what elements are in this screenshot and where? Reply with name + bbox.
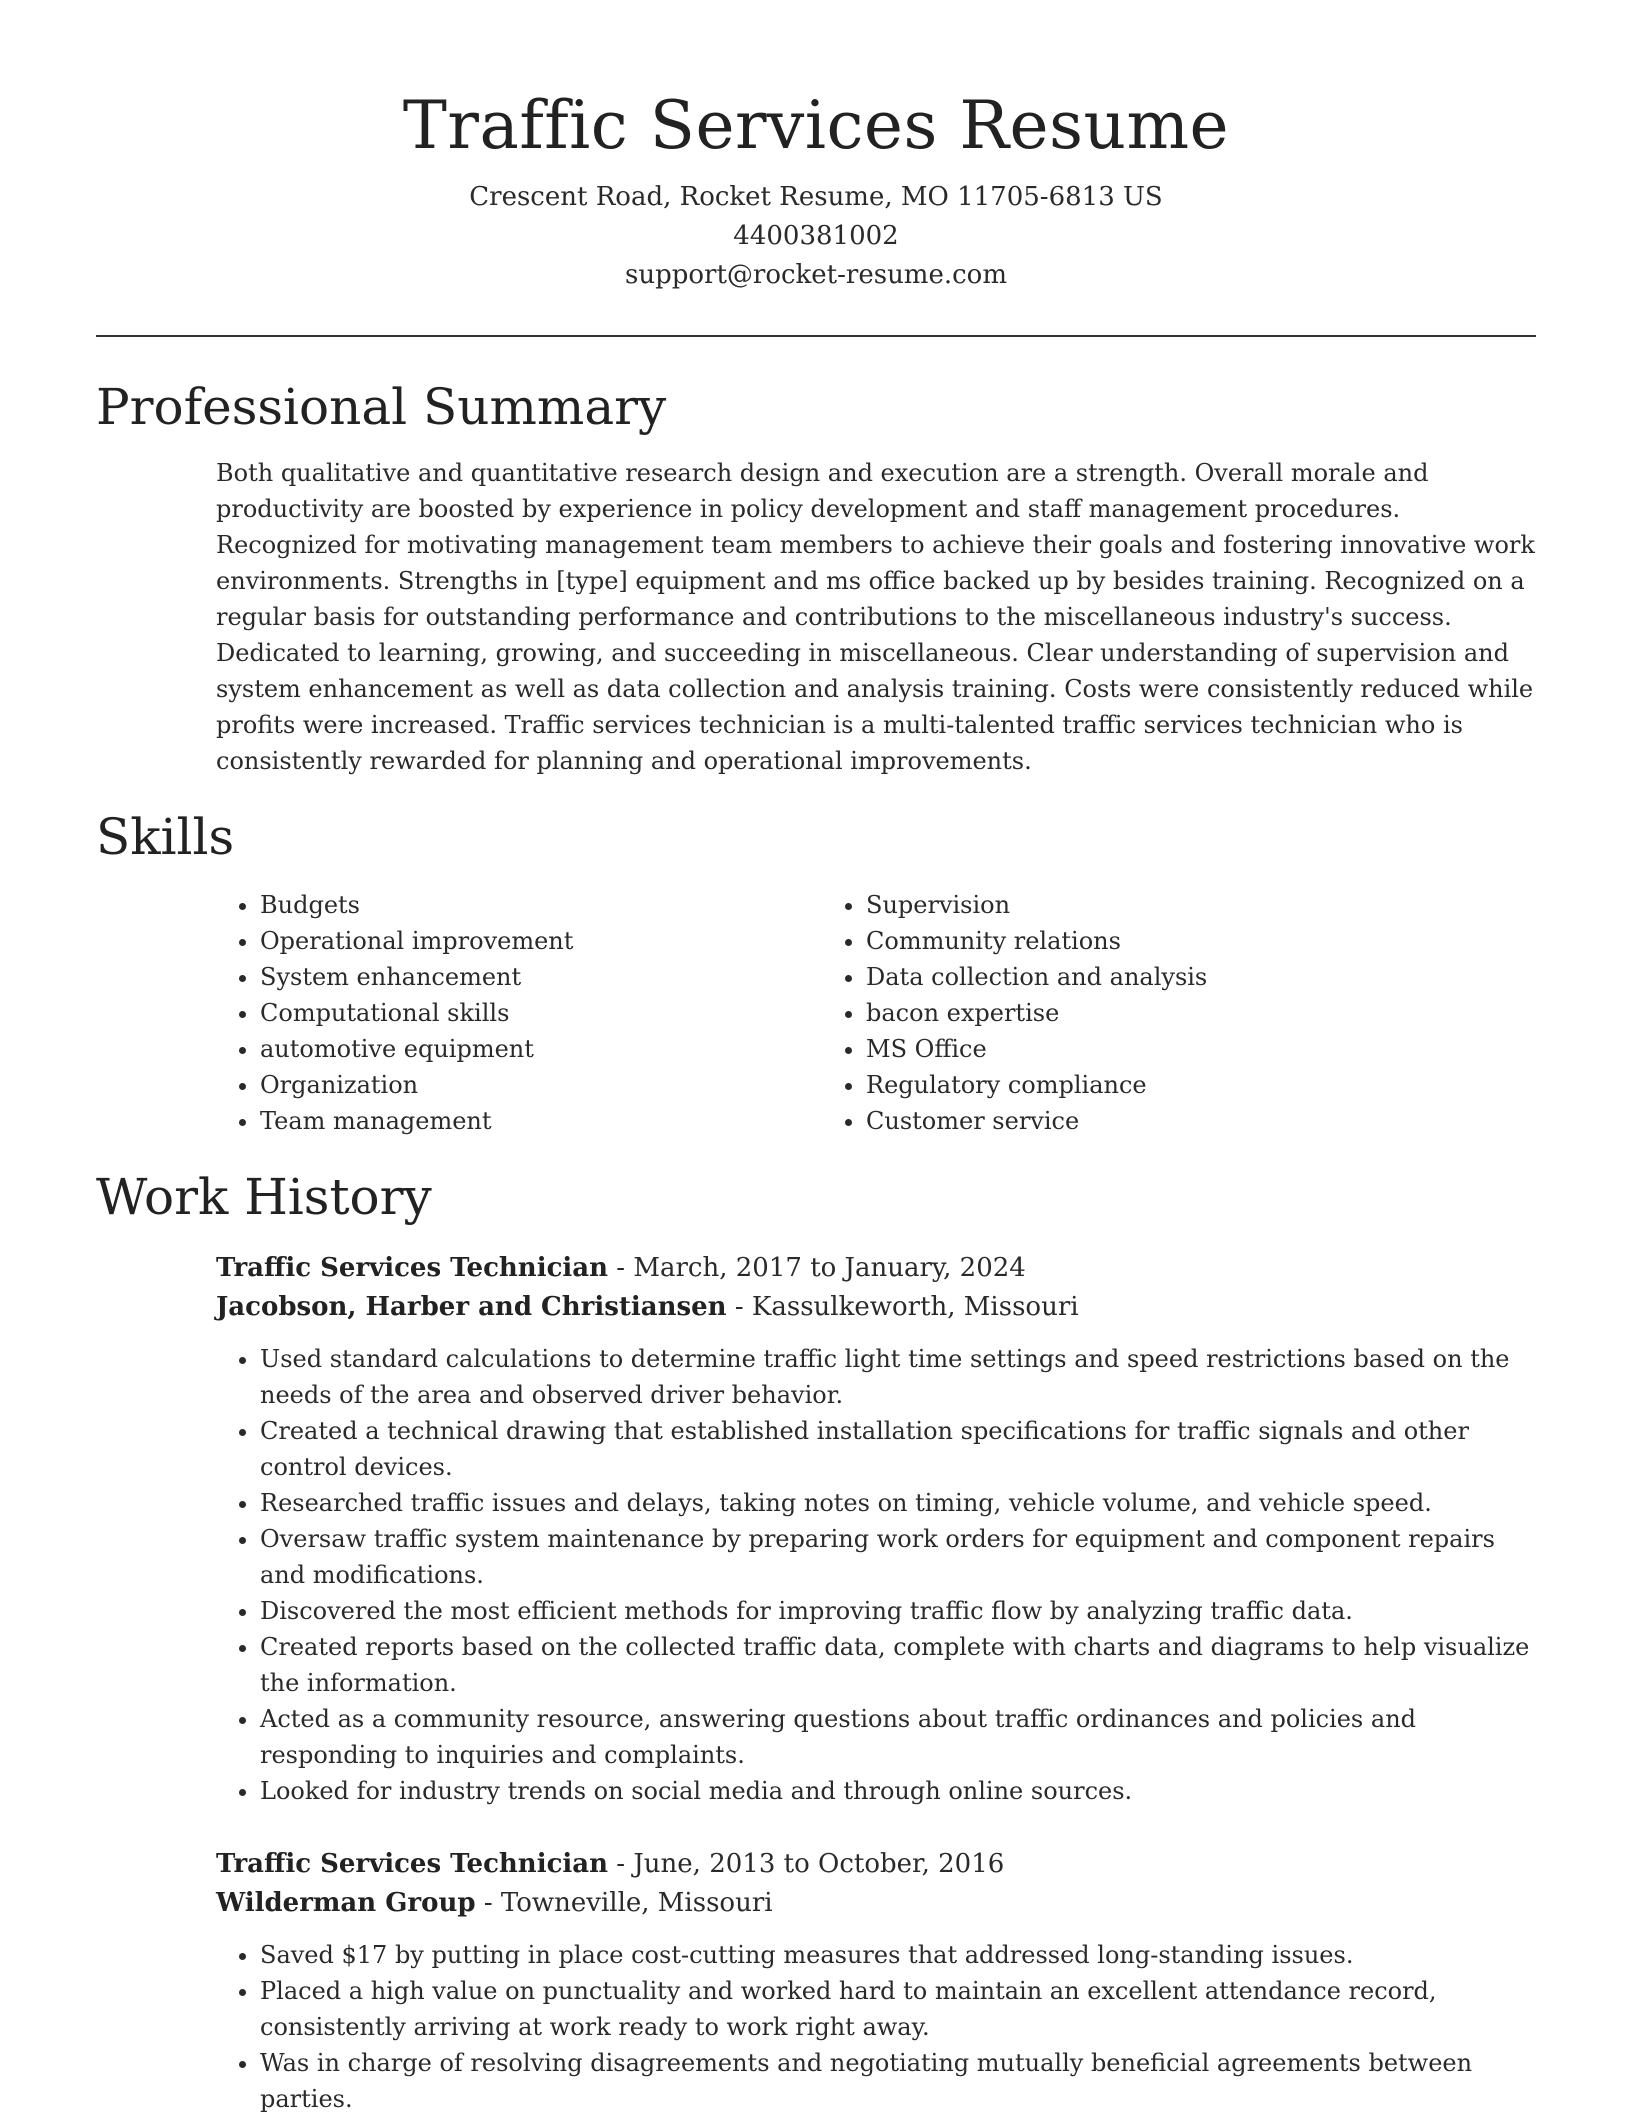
- job-bullet: • Saved $17 by putting in place cost-cutting measures that addressed long-standing issues.: [260, 1937, 1536, 1973]
- job-title-line: Traffic Services Technician - June, 2013 to October, 2016: [216, 1849, 1005, 1879]
- job-bullet: • Placed a high value on punctuality and worked hard to maintain an excellent attendance record, consistently arriving at work ready to work right away.: [260, 1973, 1536, 2045]
- skill-item: • Community relations: [866, 923, 1428, 959]
- skills-column-right: [822, 887, 1428, 1139]
- job-title: Traffic Services Technician: [216, 1253, 609, 1283]
- contact-address: Crescent Road, Rocket Resume, MO 11705-6813 US: [469, 182, 1163, 212]
- job-entry: [216, 1845, 1536, 2117]
- job-bullet: • Created a technical drawing that established installation specifications for traffic signals and other control devices.: [260, 1413, 1536, 1485]
- resume-page: [96, 0, 1536, 2117]
- skill-item: • automotive equipment: [260, 1031, 822, 1067]
- contact-block: [96, 178, 1536, 295]
- skill-item: • Regulatory compliance: [866, 1067, 1428, 1103]
- summary-heading: Professional Summary: [96, 378, 667, 436]
- header-divider: [96, 335, 1536, 337]
- contact-phone: 4400381002: [733, 221, 899, 251]
- job-location: Towneville, Missouri: [500, 1888, 773, 1918]
- summary-text: Both qualitative and quantitative research design and execution are a strength. Overall morale and productivity are boosted by experience in policy development and staff management procedures. Recognized for motivating management team members to achieve their goals and fostering innovative work environments. Strengths in [type] equipment and ms office backed up by besides training. Recognized on a regular basis for outstanding performance and contributions to the miscellaneous industry's success. Dedicated to learning, growing, and succeeding in miscellaneous. Clear understanding of supervision and system enhancement as well as data collection and analysis training. Costs were consistently reduced while profits were increased. Traffic services technician is a multi-talented traffic services technician who is consistently rewarded for planning and operational improvements.: [216, 459, 1535, 775]
- job-entry: [216, 1249, 1536, 1809]
- skills-heading: Skills: [96, 808, 235, 866]
- job-title-line: Traffic Services Technician - March, 2017 to January, 2024: [216, 1253, 1026, 1283]
- resume-title: Traffic Services Resume: [402, 87, 1230, 164]
- job-dates: March, 2017 to January, 2024: [633, 1253, 1026, 1283]
- work-history-heading: Work History: [96, 1168, 432, 1226]
- job-dates: June, 2013 to October, 2016: [633, 1849, 1005, 1879]
- skill-item: • MS Office: [866, 1031, 1428, 1067]
- job-bullet: • Used standard calculations to determine traffic light time settings and speed restrictions based on the needs of the area and observed driver behavior.: [260, 1341, 1536, 1413]
- skill-item: • bacon expertise: [866, 995, 1428, 1031]
- job-location: Kassulkeworth, Missouri: [751, 1292, 1079, 1322]
- job-company: Jacobson, Harber and Christiansen: [216, 1292, 727, 1322]
- job-bullet: • Oversaw traffic system maintenance by preparing work orders for equipment and component repairs and modifications.: [260, 1521, 1536, 1593]
- skill-item: • Team management: [260, 1103, 822, 1139]
- skill-item: • Organization: [260, 1067, 822, 1103]
- job-bullet: • Discovered the most efficient methods for improving traffic flow by analyzing traffic data.: [260, 1593, 1536, 1629]
- skill-item: • Budgets: [260, 887, 822, 923]
- skill-item: • Computational skills: [260, 995, 822, 1031]
- skill-item: • Data collection and analysis: [866, 959, 1428, 995]
- contact-email: support@rocket-resume.com: [624, 260, 1007, 290]
- job-bullet-list: [216, 1341, 1536, 1809]
- job-bullet: • Acted as a community resource, answering questions about traffic ordinances and policies and responding to inquiries and complaints.: [260, 1701, 1536, 1773]
- skills-grid: [216, 887, 1536, 1139]
- skill-item: • Supervision: [866, 887, 1428, 923]
- job-bullet: • Looked for industry trends on social media and through online sources.: [260, 1773, 1536, 1809]
- job-company: Wilderman Group: [216, 1888, 476, 1918]
- job-bullet: • Created reports based on the collected traffic data, complete with charts and diagrams to help visualize the information.: [260, 1629, 1536, 1701]
- skill-item: • Operational improvement: [260, 923, 822, 959]
- skill-item: • Customer service: [866, 1103, 1428, 1139]
- job-bullet: • Was in charge of resolving disagreements and negotiating mutually beneficial agreements between parties.: [260, 2045, 1536, 2117]
- job-company-line: Jacobson, Harber and Christiansen - Kassulkeworth, Missouri: [216, 1292, 1079, 1322]
- job-bullet: • Researched traffic issues and delays, taking notes on timing, vehicle volume, and vehicle speed.: [260, 1485, 1536, 1521]
- skills-column-left: [216, 887, 822, 1139]
- job-bullet-list: [216, 1937, 1536, 2117]
- skill-item: • System enhancement: [260, 959, 822, 995]
- job-company-line: Wilderman Group - Towneville, Missouri: [216, 1888, 773, 1918]
- job-title: Traffic Services Technician: [216, 1849, 609, 1879]
